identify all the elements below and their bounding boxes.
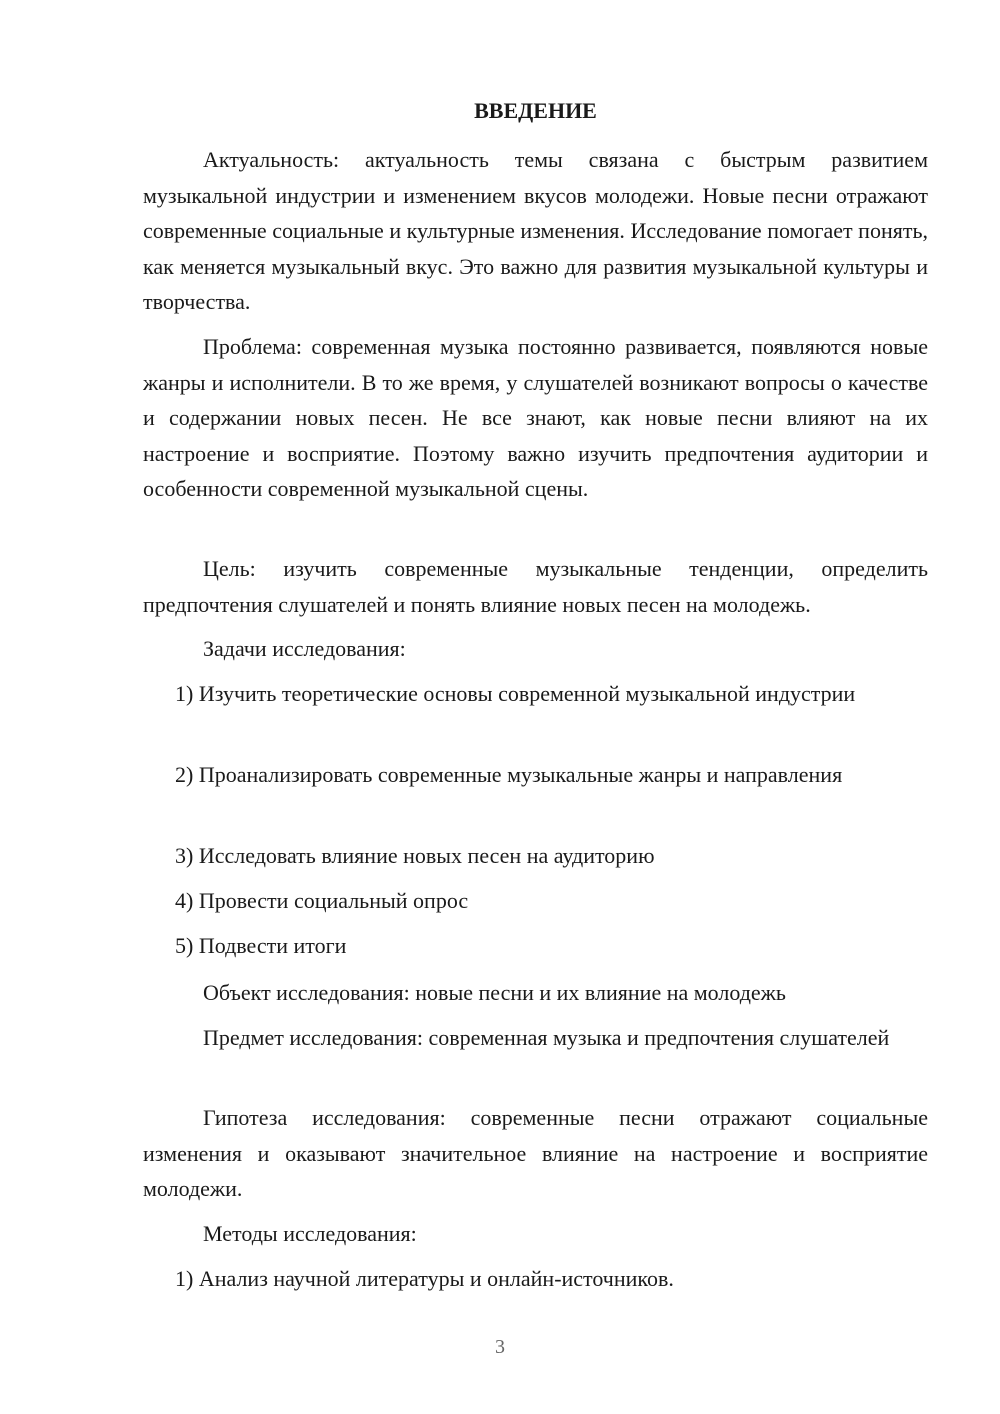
task-item-3: 3) Исследовать влияние новых песен на аудиторию bbox=[175, 843, 655, 868]
tasks-title: Задачи исследования: bbox=[203, 636, 406, 661]
task-item-4: 4) Провести социальный опрос bbox=[175, 888, 469, 913]
paragraph-subject: Предмет исследования: современная музыка и предпочтения слушателей bbox=[203, 1025, 890, 1050]
methods-title: Методы исследования: bbox=[203, 1221, 417, 1246]
task-item-2: 2) Проанализировать современные музыкальные жанры и направления bbox=[175, 762, 843, 787]
task-item-5: 5) Подвести итоги bbox=[175, 933, 347, 958]
paragraph-goal: Цель: изучить современные музыкальные тенденции, определить предпочтения слушателей и понять влияние новых песен на молодежь. bbox=[143, 556, 928, 617]
paragraph-problem: Проблема: современная музыка постоянно развивается, появляются новые жанры и исполнители. В то же время, у слушателей возникают вопросы о качестве и содержании новых песен. Не все знают, как новые песни влияют на их настроение и восприятие. Поэтому важно изучить предпочтения аудитории и особенности современной музыкальной сцены. bbox=[143, 334, 928, 501]
method-item-1: 1) Анализ научной литературы и онлайн-источников. bbox=[175, 1266, 674, 1291]
paragraph-hypothesis: Гипотеза исследования: современные песни отражают социальные изменения и оказывают значительное влияние на настроение и восприятие молодежи. bbox=[143, 1105, 928, 1201]
task-item-1: 1) Изучить теоретические основы современной музыкальной индустрии bbox=[175, 681, 856, 706]
page-title: ВВЕДЕНИЕ bbox=[474, 98, 597, 123]
page-number: 3 bbox=[495, 1336, 505, 1358]
paragraph-relevance: Актуальность: актуальность темы связана с быстрым развитием музыкальной индустрии и изменением вкусов молодежи. Новые песни отражают современные социальные и культурные изменения. Исследование помогает понять, как меняется музыкальный вкус. Это важно для развития музыкальной культуры и творчества. bbox=[143, 147, 928, 314]
paragraph-object: Объект исследования: новые песни и их влияние на молодежь bbox=[203, 980, 786, 1005]
